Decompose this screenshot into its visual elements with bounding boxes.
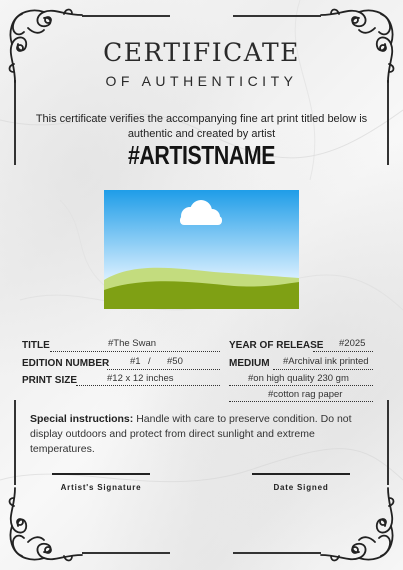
medium-value-3: #cotton rag paper [268, 389, 343, 400]
year-field-line [313, 351, 373, 352]
artwork-image [104, 190, 299, 309]
print-size-field-line [76, 385, 220, 386]
medium-value-2: #on high quality 230 gm [248, 373, 349, 384]
certificate-title: CERTIFICATE [103, 38, 300, 67]
medium-field-line-1 [273, 369, 373, 370]
instructions-text: Handle with care to preserve condition. Do not display outdoors and protect from direct sunlight and extreme temperatures. [30, 413, 352, 455]
artist-name: #ARTISTNAME [127, 140, 276, 170]
artist-signature-line[interactable] [52, 473, 150, 475]
frame-left-bottom-line [14, 400, 16, 485]
frame-bottom-right-line [233, 552, 321, 554]
instructions-label: Special instructions: [30, 413, 134, 425]
print-size-label: PRINT SIZE [22, 375, 78, 386]
corner-ornament-bottom-left [4, 486, 84, 566]
artist-signature-label: Artist's Signature [60, 483, 142, 492]
date-signed-label: Date Signed [273, 483, 329, 492]
frame-right-bottom-line [387, 400, 389, 485]
medium-value-1: #Archival ink printed [283, 356, 369, 367]
edition-label: EDITION NUMBER [22, 358, 110, 369]
frame-left-top-line [14, 80, 16, 165]
certificate-subtitle: OF AUTHENTICITY [105, 73, 298, 89]
title-value: #The Swan [108, 338, 157, 349]
title-field-line [50, 351, 220, 352]
edition-field-line [107, 369, 220, 370]
frame-bottom-left-line [82, 552, 170, 554]
medium-field-line-3 [229, 401, 373, 402]
edition-number: #1 [130, 356, 141, 367]
date-signed-line[interactable] [252, 473, 350, 475]
frame-right-top-line [387, 80, 389, 165]
print-size-value: #12 x 12 inches [107, 373, 174, 384]
title-label: TITLE [22, 340, 50, 351]
year-value: #2025 [339, 338, 366, 349]
medium-label: MEDIUM [229, 358, 270, 369]
corner-ornament-bottom-right [319, 486, 399, 566]
frame-top-left-line [82, 15, 170, 17]
year-label: YEAR OF RELEASE [229, 340, 324, 351]
intro-text [30, 112, 373, 142]
edition-total: #50 [167, 356, 183, 367]
edition-separator: / [148, 356, 151, 367]
special-instructions [30, 412, 373, 457]
medium-field-line-2 [229, 385, 373, 386]
frame-top-right-line [233, 15, 321, 17]
intro-line-2: authentic and created by artist [127, 128, 276, 140]
intro-line-1: This certificate verifies the accompanying fine art print titled below is [35, 113, 368, 125]
